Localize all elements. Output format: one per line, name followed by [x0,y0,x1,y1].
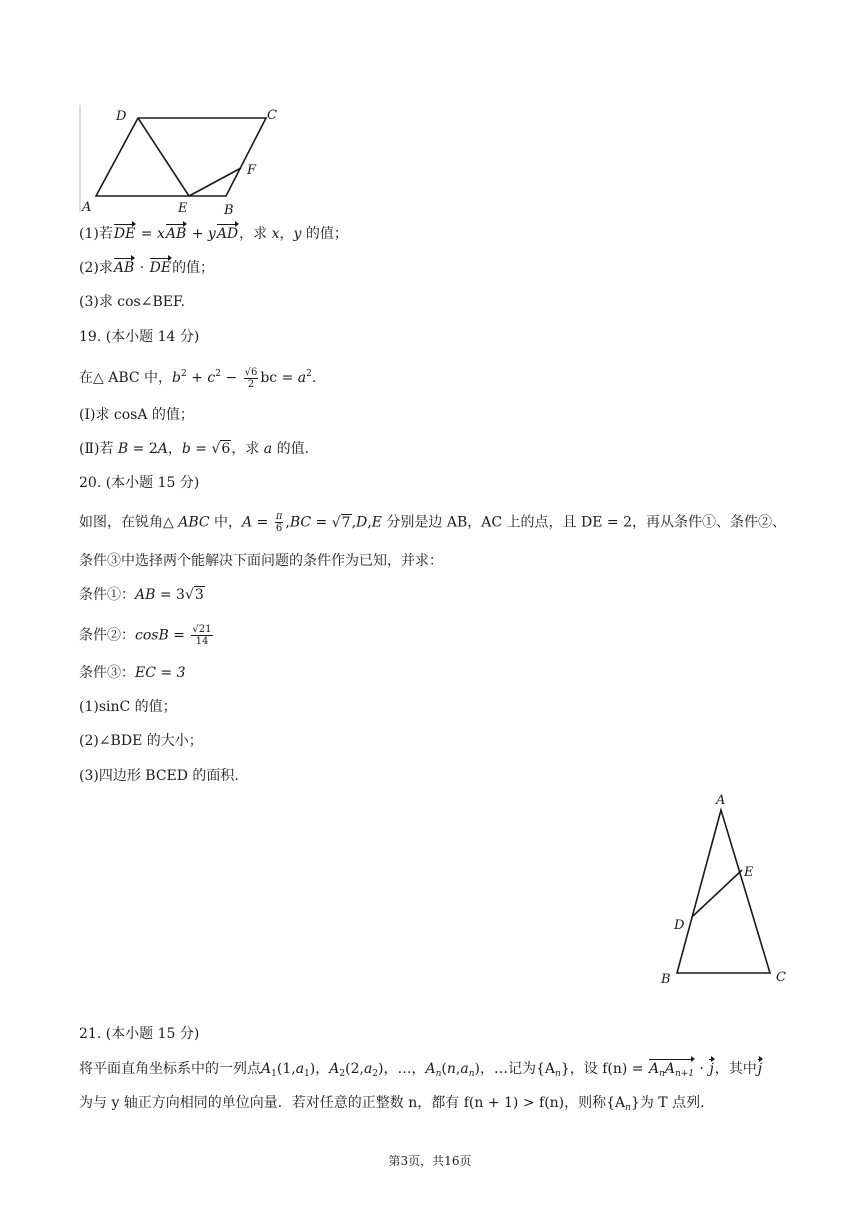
q19-part2: (Ⅱ)若 B = 2A，b = √6，求 a 的值. [79,441,310,457]
q20-stem-line2: 条件③中选择两个能解决下面问题的条件作为已知，并求： [79,553,443,569]
label-a: A [82,200,92,215]
segment-de [693,870,742,916]
page-footer: 第3页，共16页 [388,1154,472,1168]
triangle-abc [677,810,770,973]
q20-part2: (2)∠BDE 的大小； [79,733,203,749]
label-c: C [267,108,277,123]
parallelogram-figure [76,100,296,220]
q19-header: 19. (本小题 14 分) [79,329,200,345]
q19-part1: (Ⅰ)求 cosA 的值； [79,407,194,423]
q20-stem-line1: 如图，在锐角△ ABC 中，A = $\frac{\pi}{6}$ ,BC = √7,D,E 分别是边 AB，AC 上的点，且 DE = 2，再从条件①、条件②、 [79,511,786,534]
label-b: B [224,203,234,218]
q20-header: 20. (本小题 15 分) [79,475,200,491]
q20-condition2: 条件②：cosB = $\frac{√21}{14}$ [79,624,212,647]
label-e: E [178,201,188,216]
label-e: E [744,865,754,880]
label-b: B [661,972,671,987]
q18-part2: (2)求AB · DE的值； [79,260,215,276]
triangle-figure [655,790,795,990]
label-f: F [247,163,257,178]
label-a: A [716,793,726,808]
q20-part1: (1)sinC 的值； [79,699,177,715]
segment-de [138,118,189,196]
q20-condition3: 条件③：EC = 3 [79,665,186,681]
q18-part3: (3)求 cos∠BEF. [79,294,185,310]
q18-part1: (1)若DE = xAB + yAD，求 x，y 的值； [79,226,348,242]
q21-line1: 将平面直角坐标系中的一列点$A_1(1,a_1)$，$A_2(2,a_2)$，…，$A_n(n,a_n)$，…记为$\{A_n\}$，设 $f(n) = A_nA_{n+1} \cdot j$，其中j [79,1059,763,1084]
label-c: C [776,970,786,985]
q20-condition1: 条件①：AB = 3√3 [79,587,204,603]
q21-line2: 为与 y 轴正方向相同的单位向量．若对任意的正整数 n，都有 f(n + 1) > f(n)，则称$\{A_n\}$为 T 点列. [79,1095,705,1113]
q21-header: 21. (本小题 15 分) [79,1026,200,1042]
q19-stem: 在△ ABC 中，$b^2 + c^2$ − $\frac{√6}{2}$ bc = $a^2$. [79,366,317,390]
label-d: D [116,109,127,124]
label-d: D [674,918,685,933]
q20-part3: (3)四边形 BCED 的面积. [79,768,239,784]
